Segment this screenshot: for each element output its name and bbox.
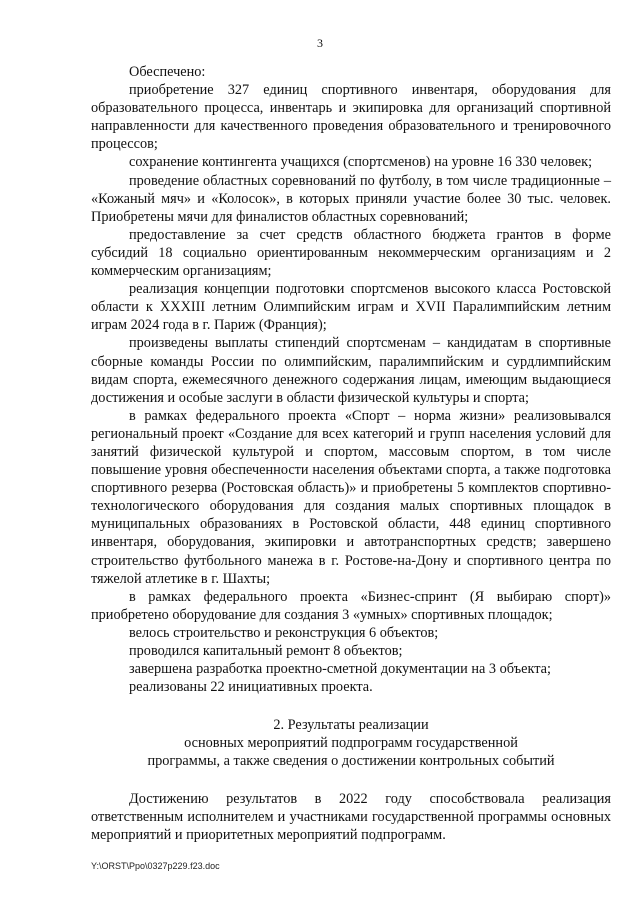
paragraph-design-docs: завершена разработка проектно-сметной документации на 3 объекта; xyxy=(129,661,551,678)
paragraph-construction: велось строительство и реконструкция 6 объектов; xyxy=(129,624,439,641)
paragraph-federal-project-sport: в рамках федерального проекта «Спорт – норма жизни» реализовывался региональный проект «Создание для всех категорий и групп населения условий для занятий физической культурой и спортом, массовым спортом, в том числе повышение уровня обеспеченности населения объектами спорта, а также подготовка спортивного резерва (Ростовская область)» и приобретены 5 комплектов спортивно-технологического оборудования для создания малых спортивных площадок в муниципальных образованиях в Ростовской области, 448 единиц спортивного инвентаря, оборудования, экипировки и автотранспортных средств; завершено строительство футбольного манежа в г. Ростове-на-Дону и спортивного центра по тяжелой атлетике в г. Шахты; xyxy=(91,407,611,587)
section-heading-line-2: основных мероприятий подпрограмм государственной xyxy=(184,735,518,752)
paragraph-initiative-projects: реализованы 22 инициативных проекта. xyxy=(129,679,373,696)
paragraph-grants: предоставление за счет средств областного бюджета грантов в форме субсидий 18 социально ориентированным некоммерческим организациям и 2 коммерческим организациям; xyxy=(91,226,611,280)
paragraph-business-sprint: в рамках федерального проекта «Бизнес-спринт (Я выбираю спорт)» приобретено оборудование для создания 3 «умных» спортивных площадок; xyxy=(91,588,611,623)
section-heading-line-3: программы, а также сведения о достижении контрольных событий xyxy=(147,753,555,770)
section-heading xyxy=(91,716,611,770)
paragraph-olympic-concept: реализация концепции подготовки спортсменов высокого класса Ростовской области к XXXIII летним Олимпийским играм и XVII Паралимпийским летним играм 2024 года в г. Париж (Франция); xyxy=(91,281,611,334)
paragraph-closing: Достижению результатов в 2022 году способствовала реализация ответственным исполнителем и участниками государственной программы основных мероприятий и приоритетных мероприятий подпрограмм. xyxy=(91,790,611,843)
section-heading-line-1: 2. Результаты реализации xyxy=(273,717,429,734)
document-body xyxy=(91,63,611,844)
page-number: 3 xyxy=(317,36,323,50)
paragraph-repair: проводился капитальный ремонт 8 объектов; xyxy=(129,643,403,659)
footer-file-path: Y:\ORST\Ppo\0327p229.f23.doc xyxy=(91,861,220,871)
paragraph-scholarships: произведены выплаты стипендий спортсменам – кандидатам в спортивные сборные команды России по олимпийским, паралимпийским и сурдлимпийским видам спорта, ежемесячного денежного содержания лицам, имеющим выдающиеся достижения и особые заслуги в области физической культуры и спорта; xyxy=(91,335,611,406)
paragraph-contingent: сохранение контингента учащихся (спортсменов) на уровне 16 330 человек; xyxy=(129,154,593,171)
paragraph-intro: Обеспечено: xyxy=(129,64,206,80)
paragraph-equipment: приобретение 327 единиц спортивного инвентаря, оборудования для образовательного процесса, инвентарь и экипировка для организаций спортивной направленности для качественного проведения образовательного и тренировочного процессов; xyxy=(91,82,611,153)
paragraph-football: проведение областных соревнований по футболу, в том числе традиционные – «Кожаный мяч» и «Колосок», в которых приняли участие более 30 тыс. человек. Приобретены мячи для финалистов областных соревнований; xyxy=(91,172,611,225)
